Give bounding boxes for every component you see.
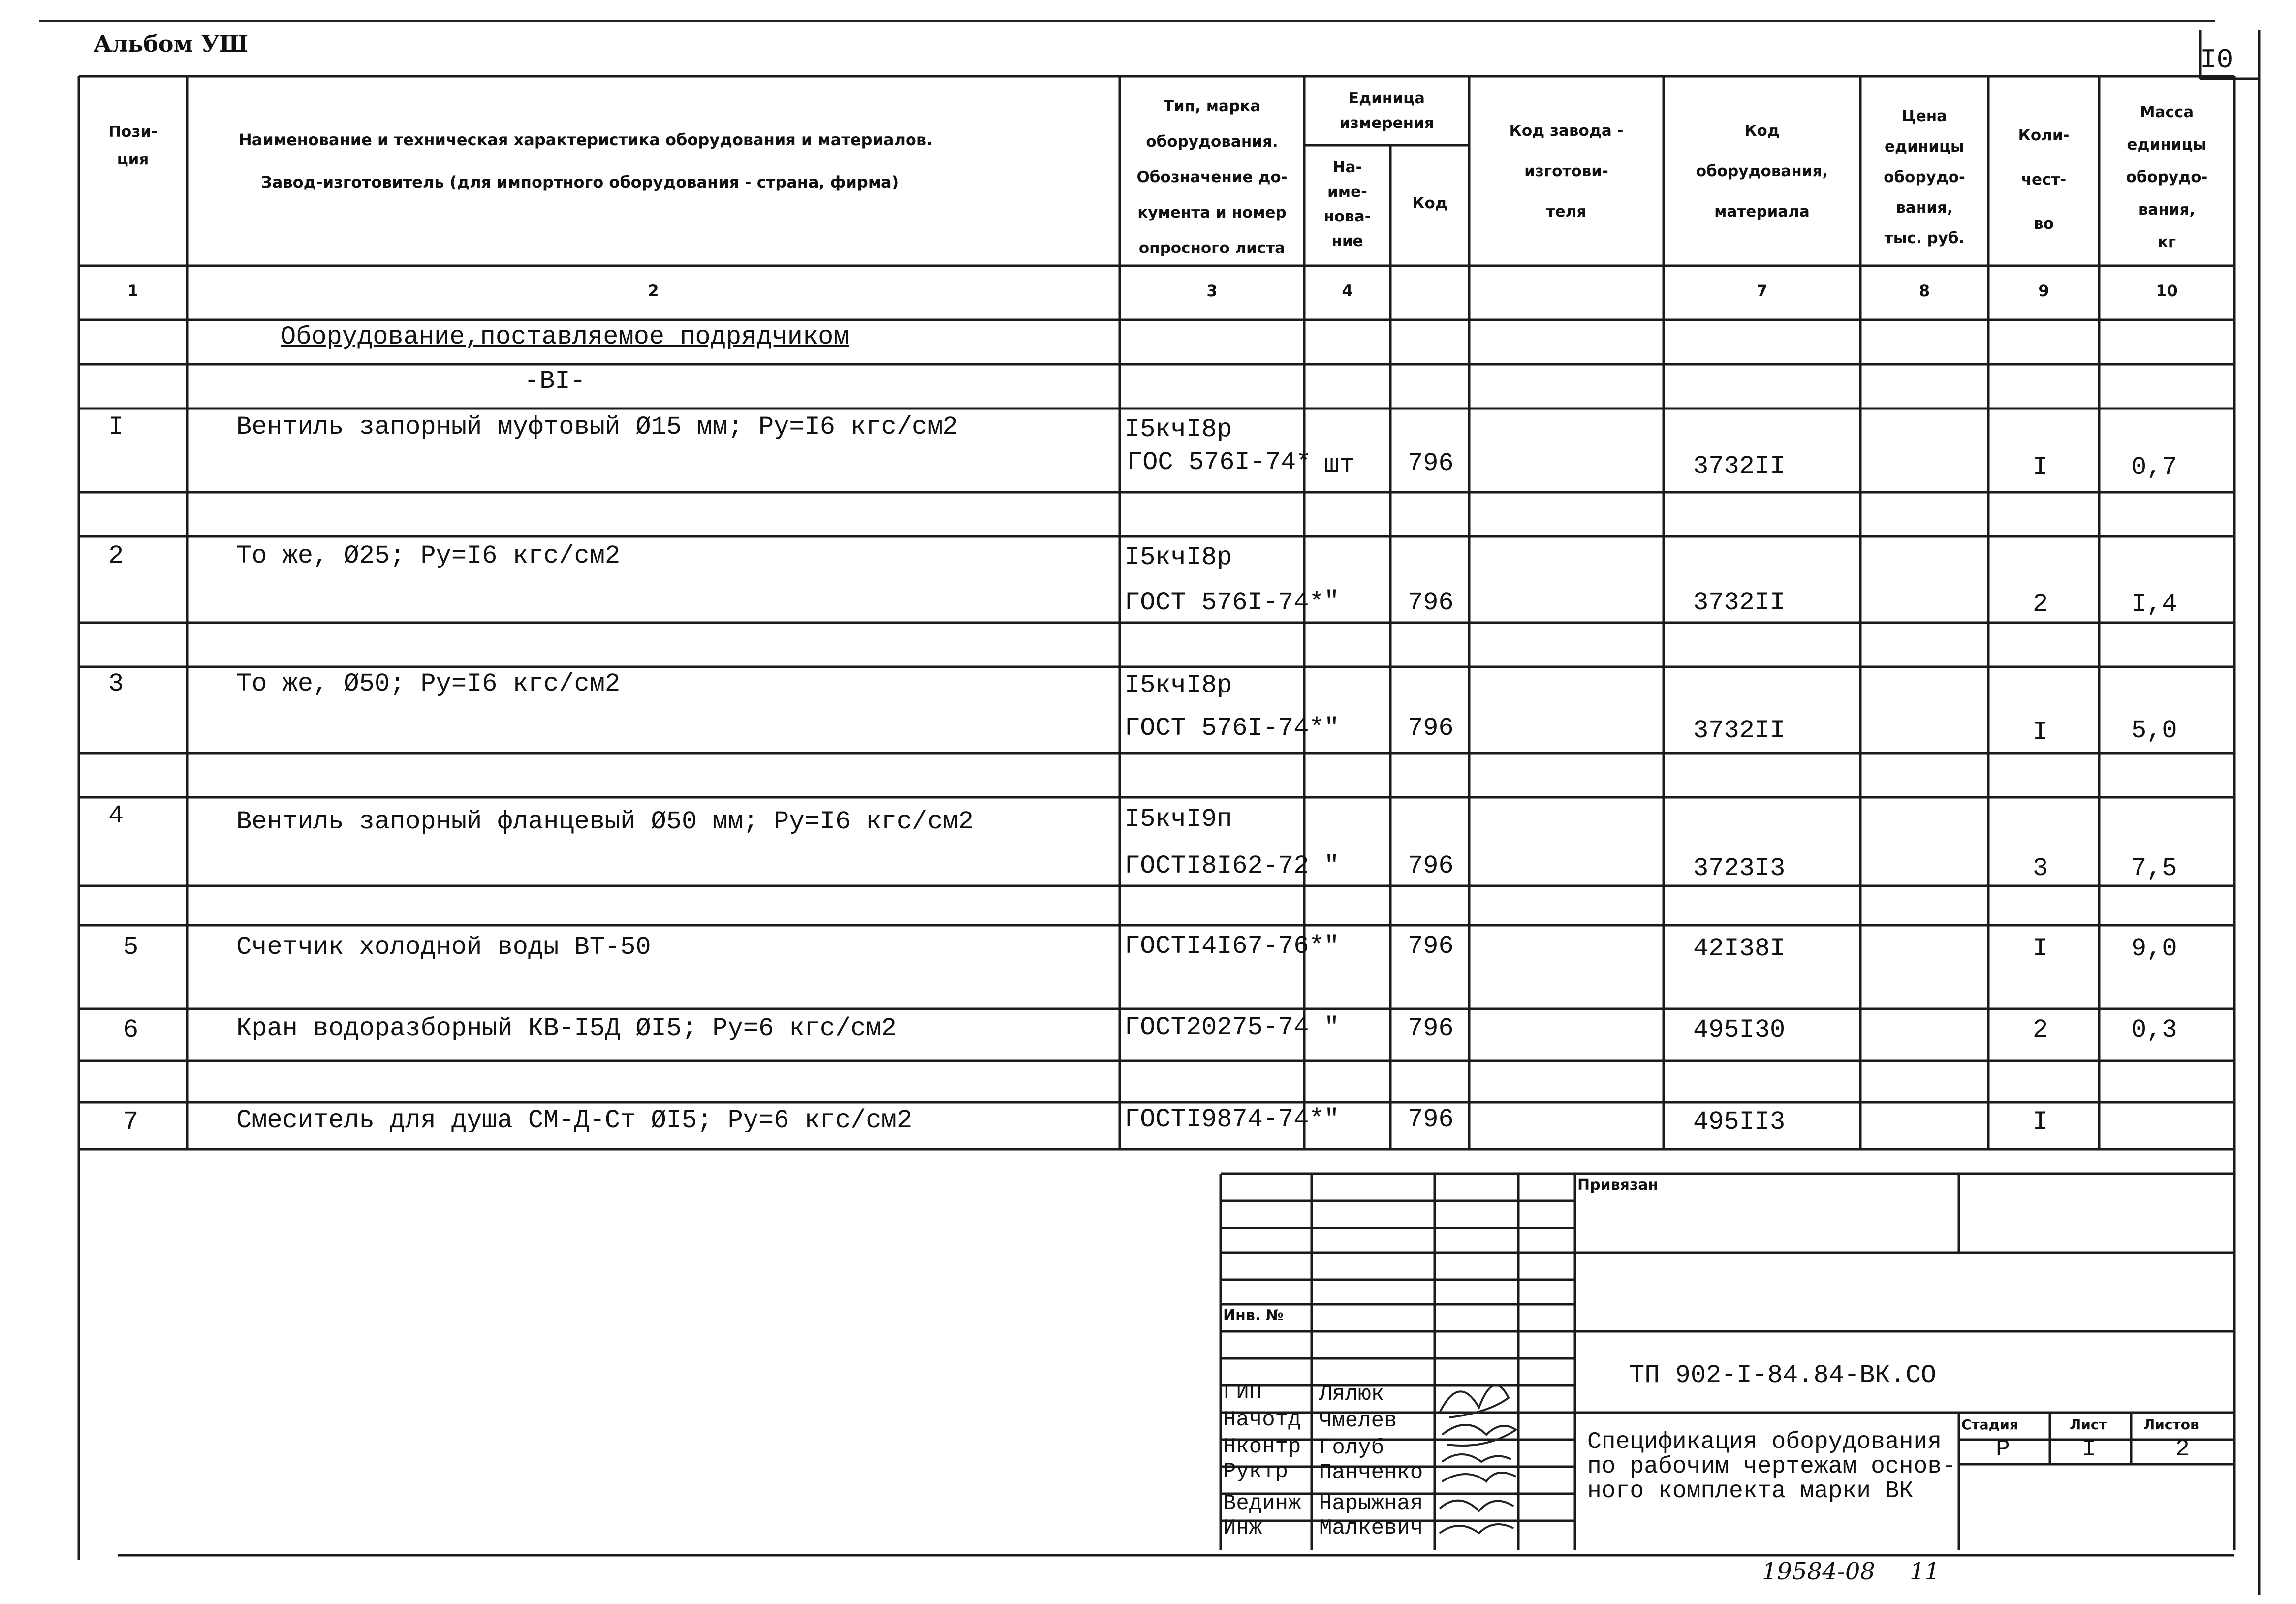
signature-scribbles: [1440, 1385, 1516, 1533]
item-unit: ": [1324, 851, 1340, 881]
signer-name: Малкевич: [1319, 1516, 1423, 1541]
stamp-project-code: ТП 902-I-84.84-ВК.СО: [1629, 1361, 1937, 1390]
corner-sheet-number: I0: [2200, 44, 2233, 76]
signer-name: Голуб: [1319, 1436, 1384, 1460]
item-position: I: [108, 412, 124, 441]
item-name: То же, Ø50; Ру=I6 кгс/см2: [236, 669, 621, 698]
item-position: 6: [123, 1015, 139, 1044]
item-name: Вентиль запорный фланцевый Ø50 мм; Ру=I6 кгс/см2: [236, 807, 974, 836]
item-position: 7: [123, 1107, 139, 1136]
signer-name: Чмелев: [1319, 1409, 1397, 1433]
item-qty: 2: [2033, 1015, 2048, 1044]
item-unit: ": [1324, 1105, 1340, 1134]
col-number: 9: [2038, 282, 2049, 300]
signer-role: Нконтр: [1223, 1435, 1301, 1459]
col-number: 1: [127, 282, 139, 300]
item-name: Кран водоразборный КВ-I5Д ØI5; Ру=6 кгс/см2: [236, 1014, 897, 1043]
signer-role: Руктр: [1223, 1459, 1289, 1484]
item-unit-code: 796: [1408, 851, 1454, 881]
footer-archive-number: 19584-08: [1762, 1558, 1875, 1585]
col-number: 2: [648, 282, 659, 300]
stamp-sheet-value: I: [2082, 1436, 2096, 1463]
item-name: Счетчик холодной воды ВТ-50: [236, 933, 651, 962]
item-doc: ГОСТI9874-74*: [1125, 1105, 1324, 1134]
item-code: 495II3: [1693, 1107, 1786, 1136]
item-type: I5кчI8р: [1125, 415, 1232, 444]
item-unit: ": [1324, 587, 1340, 616]
header-mass: Масса единицы оборудо- вания, кг: [2126, 103, 2208, 251]
section-title: Оборудование,поставляемое подрядчиком: [281, 322, 849, 351]
col-number: 8: [1919, 282, 1930, 300]
stamp-doc-title: Спецификация оборудования по рабочим чертежам основ- ного комплекта марки ВК: [1587, 1429, 1956, 1505]
item-code: 3732II: [1693, 588, 1786, 617]
signer-role: ГИП: [1223, 1381, 1262, 1405]
item-doc: ГОСТ20275-74: [1125, 1013, 1309, 1042]
header-name: Наименование и техническая характеристика оборудования и материалов. Завод-изготовитель (для импортного оборудования - страна, фирма): [239, 130, 933, 191]
item-code: 3723I3: [1693, 854, 1786, 883]
item-code: 42I38I: [1693, 934, 1786, 963]
item-doc: ГОСТI8I62-72: [1125, 851, 1309, 881]
col-number: 3: [1206, 282, 1218, 300]
item-qty: I: [2033, 453, 2048, 482]
item-unit: ": [1324, 932, 1340, 961]
item-name: Вентиль запорный муфтовый Ø15 мм; Ру=I6 кгс/см2: [236, 412, 958, 441]
item-qty: 3: [2033, 854, 2048, 883]
signer-role: Вединж: [1223, 1491, 1301, 1516]
item-qty: I: [2033, 934, 2048, 963]
footer-page-number: 11: [1910, 1558, 1940, 1585]
header-position: Пози- ция: [108, 123, 157, 168]
signer-name: Нарыжная: [1319, 1491, 1423, 1516]
header-unit-code: Код: [1412, 194, 1447, 212]
stamp-sheet-label: Лист: [2070, 1416, 2107, 1433]
item-position: 5: [123, 933, 139, 962]
item-qty: I: [2033, 718, 2048, 747]
stamp-stage-label: Стадия: [1961, 1416, 2018, 1433]
item-code: 3732II: [1693, 716, 1786, 745]
item-unit-code: 796: [1408, 714, 1454, 743]
header-unit-name: На- име- нова- ние: [1323, 158, 1371, 250]
item-type: I5кчI8р: [1125, 671, 1232, 700]
item-mass: 5,0: [2131, 716, 2177, 745]
item-qty: 2: [2033, 590, 2048, 619]
item-unit-code: 796: [1408, 932, 1454, 961]
header-quantity: Коли- чест- во: [2018, 126, 2070, 233]
stamp-inv-label: Инв. №: [1223, 1307, 1284, 1324]
item-unit: ": [1324, 714, 1340, 743]
header-equipment-code: Код оборудования, материала: [1696, 122, 1828, 220]
item-unit: шт: [1324, 450, 1355, 479]
stamp-sheets-label: Листов: [2143, 1416, 2199, 1433]
stamp-sheets-value: 2: [2175, 1436, 2190, 1463]
item-code: 495I30: [1693, 1015, 1786, 1044]
signer-role: Инж: [1223, 1516, 1262, 1541]
item-code: 3732II: [1693, 452, 1786, 481]
signer-role: Начотд: [1223, 1408, 1301, 1432]
stamp-stage-value: Р: [1996, 1436, 2010, 1463]
item-position: 3: [108, 669, 124, 698]
header-unit-group: Единица измерения: [1339, 90, 1434, 132]
item-mass: I,4: [2131, 590, 2177, 619]
item-unit-code: 796: [1408, 1014, 1454, 1043]
subsection-title: -BI-: [524, 367, 586, 396]
item-unit-code: 796: [1408, 449, 1454, 478]
item-doc: ГОСТ 576I-74*: [1125, 588, 1324, 617]
item-unit-code: 796: [1408, 588, 1454, 617]
item-name: Смеситель для душа СМ-Д-Ст ØI5; Ру=6 кгс/см2: [236, 1106, 912, 1135]
item-type: I5кчI9п: [1125, 805, 1232, 834]
item-doc: ГОСТ 576I-74*: [1125, 714, 1324, 743]
item-mass: 0,7: [2131, 453, 2177, 482]
item-unit: ": [1324, 1013, 1340, 1042]
header-type: Тип, марка оборудования. Обозначение до- кумента и номер опросного листа: [1136, 97, 1288, 257]
item-mass: 0,3: [2131, 1015, 2177, 1044]
item-unit-code: 796: [1408, 1105, 1454, 1134]
item-doc: ГОСТI4I67-76*: [1125, 932, 1324, 961]
col-number: 4: [1342, 282, 1353, 300]
item-doc: ГОС 576I-74*: [1127, 448, 1312, 477]
item-type: I5кчI8р: [1125, 543, 1232, 572]
header-plant-code: Код завода - изготови- теля: [1509, 122, 1624, 220]
stamp-bound-label: Привязан: [1577, 1176, 1659, 1194]
header-price: Цена единицы оборудо- вания, тыс. руб.: [1884, 107, 1965, 247]
album-label: Альбом УШ: [94, 31, 249, 57]
signer-name: Лялюк: [1319, 1382, 1384, 1407]
col-number: 10: [2156, 282, 2178, 300]
item-mass: 9,0: [2131, 934, 2177, 963]
item-name: То же, Ø25; Ру=I6 кгс/см2: [236, 541, 621, 570]
item-position: 2: [108, 541, 124, 570]
item-qty: I: [2033, 1107, 2048, 1136]
signer-name: Панченко: [1319, 1460, 1423, 1485]
item-position: 4: [108, 801, 124, 830]
item-mass: 7,5: [2131, 854, 2177, 883]
col-number: 7: [1756, 282, 1768, 300]
